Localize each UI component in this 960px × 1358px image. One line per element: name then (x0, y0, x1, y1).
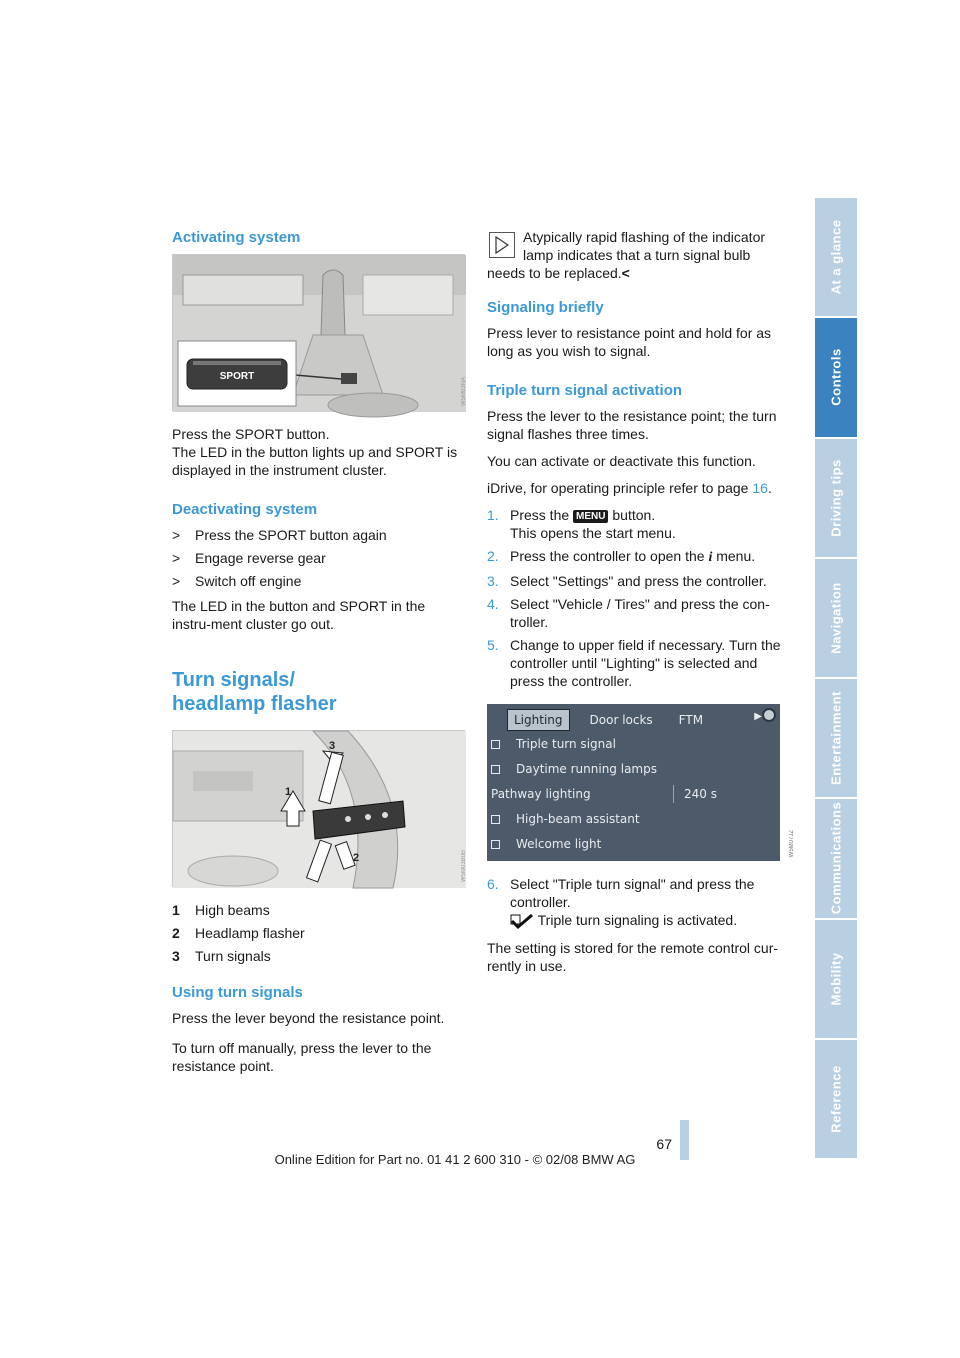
checkbox-icon (491, 740, 500, 749)
idrive-settings-screen (487, 704, 795, 861)
checkbox-icon (491, 765, 500, 774)
arrow-right-icon: ▶ (754, 711, 762, 722)
list-item: 5. Change to upper field if necessary. Turn the controller until "Lighting" is selected and press the controller. (487, 637, 781, 689)
controller-icon (762, 708, 776, 722)
step-list (487, 875, 782, 932)
tab-reference[interactable]: Reference (815, 1040, 857, 1160)
legend-list (172, 901, 467, 965)
paragraph: Press the lever beyond the resistance point. (172, 1010, 445, 1026)
heading-using-turn-signals: Using turn signals (172, 984, 303, 1001)
list-item: 2. Press the controller to open the i menu. (487, 548, 756, 565)
menu-button-icon: MENU (573, 510, 608, 523)
paragraph: You can activate or deactivate this function. (487, 453, 756, 469)
heading-signaling-briefly: Signaling briefly (487, 299, 604, 316)
svg-text:1: 1 (285, 786, 292, 798)
screen-row: Triple turn signal (491, 733, 772, 755)
list-item: > Engage reverse gear (172, 550, 326, 566)
tab-entertainment[interactable]: Entertainment (815, 679, 857, 799)
checkbox-icon (491, 815, 500, 824)
screen-row: High-beam assistant (491, 808, 772, 830)
footer-text: Online Edition for Part no. 01 41 2 600 310 - © 02/08 BMW AG (274, 1152, 636, 1167)
right-column (487, 228, 795, 982)
paragraph: Press lever to resistance point and hold for as long as you wish to signal. (487, 325, 772, 359)
chapter-tabs (815, 198, 857, 1160)
tab-communications[interactable]: Communications (815, 799, 857, 919)
screen-tabs (507, 710, 774, 730)
left-column (172, 228, 467, 1082)
check-icon (510, 914, 534, 932)
legend-item: 3 Turn signals (172, 948, 271, 964)
figure-code (455, 850, 462, 882)
list-item: 4. Select "Vehicle / Tires" and press the con-troller. (487, 596, 770, 630)
note-icon (489, 232, 515, 258)
list-item: > Press the SPORT button again (172, 527, 387, 543)
paragraph: iDrive, for operating principle refer to page 16. (487, 480, 772, 496)
tab-mobility[interactable]: Mobility (815, 920, 857, 1040)
note-line: lamp indicates that a turn signal bulb (523, 247, 751, 263)
tab-door-locks: Door locks (589, 713, 653, 727)
heading-turn-signals: Turn signals/ headlamp flasher (172, 669, 337, 715)
heading-triple-turn-signal: Triple turn signal activation (487, 382, 683, 399)
tab-navigation[interactable]: Navigation (815, 559, 857, 679)
screen-row: Pathway lighting 240 s (491, 787, 717, 801)
list-item: 6. Select "Triple turn signal" and press the controller. Triple turn signaling is activated. (487, 875, 782, 932)
sport-button-figure (172, 254, 465, 411)
figure-code: W5M07JZ (789, 829, 795, 857)
page-marker (680, 1120, 689, 1160)
svg-text:3: 3 (329, 740, 336, 752)
svg-text:2: 2 (353, 852, 360, 864)
step-list (487, 506, 782, 690)
paragraph: To turn off manually, press the lever to the resistance point. (172, 1040, 432, 1074)
sport-console-illustration (173, 255, 466, 412)
tab-ftm: FTM (678, 713, 704, 727)
paragraph: Press the lever to the resistance point; the turn signal flashes three times. (487, 408, 777, 442)
paragraph: The setting is stored for the remote control cur-rently in use. (487, 940, 779, 974)
heading-deactivating-system: Deactivating system (172, 501, 318, 518)
heading-activating-system: Activating system (172, 229, 301, 246)
bullet-list (172, 526, 467, 590)
paragraph: Press the SPORT button. (172, 426, 330, 442)
list-item: 3. Select "Settings" and press the controller. (487, 573, 767, 589)
checkbox-icon (491, 840, 500, 849)
turn-signal-lever-figure (172, 730, 465, 887)
sport-button-label: SPORT (219, 371, 255, 382)
screen-row: Welcome light (491, 833, 772, 855)
legend-item: 1 High beams (172, 902, 270, 918)
list-item: 1. Press the MENU button. This opens the start menu. (487, 507, 676, 541)
figure-code (455, 377, 462, 406)
note-line: needs to be replaced.< (487, 265, 630, 281)
page-number: 67 (656, 1136, 672, 1152)
screen-row: Daytime running lamps (491, 758, 772, 780)
note-block (487, 228, 782, 282)
tab-driving-tips[interactable]: Driving tips (815, 439, 857, 559)
page-link[interactable]: 16 (752, 480, 768, 496)
info-icon: i (708, 550, 713, 565)
paragraph: The LED in the button lights up and SPORT is displayed in the instrument cluster. (172, 444, 458, 478)
tab-controls[interactable]: Controls (815, 318, 857, 438)
note-line: Atypically rapid flashing of the indicator (523, 229, 766, 245)
tab-lighting: Lighting (507, 709, 570, 731)
lever-illustration (173, 731, 466, 888)
list-item: > Switch off engine (172, 573, 302, 589)
tab-at-a-glance[interactable]: At a glance (815, 198, 857, 318)
legend-item: 2 Headlamp flasher (172, 925, 305, 941)
paragraph: The LED in the button and SPORT in the instru-ment cluster go out. (172, 598, 426, 632)
